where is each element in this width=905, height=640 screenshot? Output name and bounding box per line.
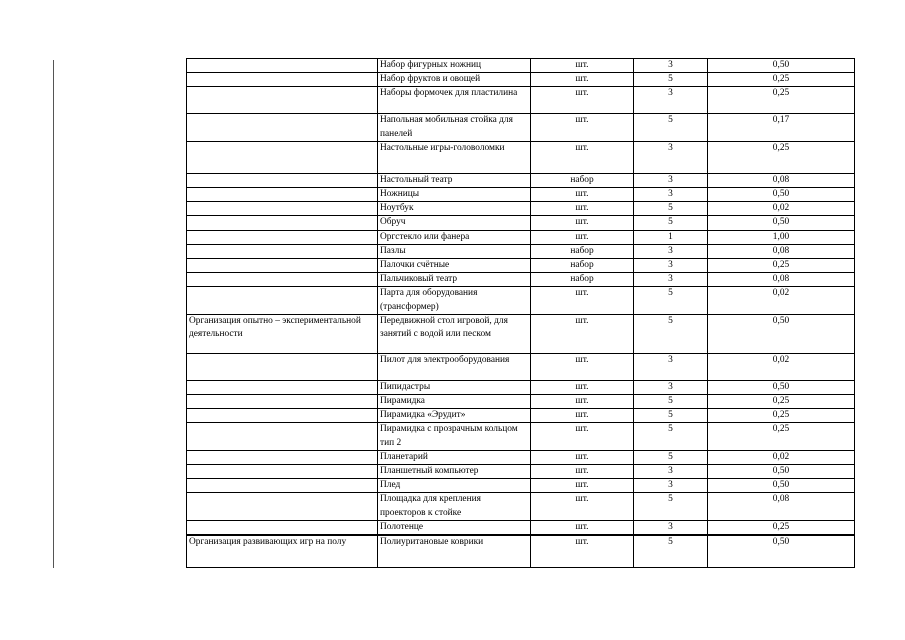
unit-cell: шт. [531, 141, 634, 173]
category-cell [187, 465, 378, 479]
unit-cell: шт. [531, 230, 634, 244]
item-name-cell: Пирамидка [378, 395, 531, 409]
category-cell [187, 273, 378, 287]
item-name-cell: Оргстекло или фанера [378, 230, 531, 244]
category-cell [187, 87, 378, 114]
equipment-table [186, 58, 855, 568]
item-name-cell: Площадка для крепления проекторов к стойке [378, 493, 531, 520]
unit-cell: шт. [531, 535, 634, 568]
quantity-cell: 3 [634, 353, 708, 380]
unit-cell: шт. [531, 493, 634, 520]
coefficient-cell: 0,50 [708, 216, 855, 230]
table-row [187, 493, 855, 520]
unit-cell: набор [531, 273, 634, 287]
table-row [187, 244, 855, 258]
item-name-cell: Напольная мобильная стойка для панелей [378, 114, 531, 141]
table-row [187, 141, 855, 173]
unit-cell: шт. [531, 353, 634, 380]
unit-cell: шт. [531, 188, 634, 202]
category-cell: Организация развивающих игр на полу [187, 535, 378, 568]
quantity-cell: 5 [634, 423, 708, 450]
unit-cell: шт. [531, 465, 634, 479]
table-row [187, 188, 855, 202]
category-cell [187, 73, 378, 87]
table-row [187, 87, 855, 114]
quantity-cell: 5 [634, 216, 708, 230]
quantity-cell: 5 [634, 409, 708, 423]
item-name-cell: Полотенце [378, 520, 531, 535]
coefficient-cell: 0,50 [708, 314, 855, 353]
table-row [187, 273, 855, 287]
item-name-cell: Пипидастры [378, 380, 531, 394]
unit-cell: набор [531, 244, 634, 258]
coefficient-cell: 0,08 [708, 273, 855, 287]
table-row [187, 173, 855, 187]
table-row [187, 216, 855, 230]
category-cell [187, 380, 378, 394]
item-name-cell: Парта для оборудования (трансформер) [378, 287, 531, 314]
item-name-cell: Палочки счётные [378, 259, 531, 273]
coefficient-cell: 1,00 [708, 230, 855, 244]
item-name-cell: Пирамидка «Эрудит» [378, 409, 531, 423]
table-row [187, 465, 855, 479]
coefficient-cell: 0,50 [708, 535, 855, 568]
quantity-cell: 3 [634, 465, 708, 479]
quantity-cell: 5 [634, 535, 708, 568]
coefficient-cell: 0,25 [708, 423, 855, 450]
item-name-cell: Полиуритановые коврики [378, 535, 531, 568]
quantity-cell: 5 [634, 202, 708, 216]
item-name-cell: Пилот для электрооборудования [378, 353, 531, 380]
unit-cell: шт. [531, 87, 634, 114]
table-row [187, 114, 855, 141]
table-row [187, 59, 855, 73]
category-cell [187, 423, 378, 450]
item-name-cell: Настольные игры-головоломки [378, 141, 531, 173]
category-cell [187, 287, 378, 314]
coefficient-cell: 0,50 [708, 380, 855, 394]
category-cell [187, 520, 378, 535]
quantity-cell: 3 [634, 244, 708, 258]
category-cell [187, 141, 378, 173]
unit-cell: шт. [531, 59, 634, 73]
quantity-cell: 5 [634, 73, 708, 87]
item-name-cell: Ноутбук [378, 202, 531, 216]
coefficient-cell: 0,25 [708, 409, 855, 423]
category-cell [187, 493, 378, 520]
coefficient-cell: 0,02 [708, 450, 855, 464]
category-cell [187, 114, 378, 141]
table-row [187, 450, 855, 464]
page-margin-line [53, 60, 54, 568]
coefficient-cell: 0,25 [708, 73, 855, 87]
unit-cell: шт. [531, 450, 634, 464]
table-row [187, 409, 855, 423]
coefficient-cell: 0,50 [708, 465, 855, 479]
coefficient-cell: 0,50 [708, 188, 855, 202]
category-cell [187, 216, 378, 230]
item-name-cell: Настольный театр [378, 173, 531, 187]
item-name-cell: Ножницы [378, 188, 531, 202]
quantity-cell: 5 [634, 114, 708, 141]
table-row [187, 380, 855, 394]
category-cell [187, 450, 378, 464]
quantity-cell: 3 [634, 173, 708, 187]
coefficient-cell: 0,25 [708, 141, 855, 173]
unit-cell: шт. [531, 314, 634, 353]
category-cell [187, 230, 378, 244]
table-row [187, 287, 855, 314]
coefficient-cell: 0,50 [708, 59, 855, 73]
table-row [187, 395, 855, 409]
coefficient-cell: 0,17 [708, 114, 855, 141]
quantity-cell: 3 [634, 141, 708, 173]
quantity-cell: 3 [634, 59, 708, 73]
category-cell: Организация опытно – экспериментальной деятельности [187, 314, 378, 353]
table-row [187, 314, 855, 353]
quantity-cell: 5 [634, 395, 708, 409]
unit-cell: шт. [531, 73, 634, 87]
coefficient-cell: 0,25 [708, 520, 855, 535]
quantity-cell: 5 [634, 287, 708, 314]
quantity-cell: 3 [634, 520, 708, 535]
equipment-table-body [187, 59, 855, 568]
unit-cell: шт. [531, 216, 634, 230]
category-cell [187, 259, 378, 273]
item-name-cell: Пальчиковый театр [378, 273, 531, 287]
category-cell [187, 173, 378, 187]
quantity-cell: 5 [634, 493, 708, 520]
coefficient-cell: 0,08 [708, 173, 855, 187]
quantity-cell: 3 [634, 380, 708, 394]
quantity-cell: 5 [634, 450, 708, 464]
quantity-cell: 1 [634, 230, 708, 244]
unit-cell: шт. [531, 423, 634, 450]
unit-cell: шт. [531, 380, 634, 394]
unit-cell: шт. [531, 114, 634, 141]
item-name-cell: Пирамидка с прозрачным кольцом тип 2 [378, 423, 531, 450]
table-row [187, 202, 855, 216]
table-row [187, 73, 855, 87]
quantity-cell: 3 [634, 259, 708, 273]
unit-cell: шт. [531, 202, 634, 216]
unit-cell: набор [531, 259, 634, 273]
category-cell [187, 59, 378, 73]
category-cell [187, 202, 378, 216]
item-name-cell: Пазлы [378, 244, 531, 258]
coefficient-cell: 0,25 [708, 259, 855, 273]
table-row [187, 353, 855, 380]
item-name-cell: Обруч [378, 216, 531, 230]
item-name-cell: Передвижной стол игровой, для занятий с водой или песком [378, 314, 531, 353]
item-name-cell: Набор фруктов и овощей [378, 73, 531, 87]
coefficient-cell: 0,02 [708, 353, 855, 380]
unit-cell: шт. [531, 520, 634, 535]
unit-cell: шт. [531, 409, 634, 423]
coefficient-cell: 0,02 [708, 202, 855, 216]
table-row [187, 520, 855, 535]
quantity-cell: 3 [634, 479, 708, 493]
table-row [187, 423, 855, 450]
category-cell [187, 244, 378, 258]
unit-cell: шт. [531, 395, 634, 409]
coefficient-cell: 0,08 [708, 493, 855, 520]
quantity-cell: 3 [634, 273, 708, 287]
category-cell [187, 353, 378, 380]
coefficient-cell: 0,25 [708, 395, 855, 409]
coefficient-cell: 0,02 [708, 287, 855, 314]
category-cell [187, 409, 378, 423]
table-row [187, 535, 855, 568]
quantity-cell: 3 [634, 188, 708, 202]
unit-cell: набор [531, 173, 634, 187]
category-cell [187, 395, 378, 409]
unit-cell: шт. [531, 479, 634, 493]
item-name-cell: Плед [378, 479, 531, 493]
item-name-cell: Набор фигурных ножниц [378, 59, 531, 73]
coefficient-cell: 0,50 [708, 479, 855, 493]
category-cell [187, 188, 378, 202]
unit-cell: шт. [531, 287, 634, 314]
item-name-cell: Планетарий [378, 450, 531, 464]
table-row [187, 479, 855, 493]
item-name-cell: Наборы формочек для пластилина [378, 87, 531, 114]
table-row [187, 230, 855, 244]
table-row [187, 259, 855, 273]
item-name-cell: Планшетный компьютер [378, 465, 531, 479]
coefficient-cell: 0,25 [708, 87, 855, 114]
quantity-cell: 5 [634, 314, 708, 353]
category-cell [187, 479, 378, 493]
quantity-cell: 3 [634, 87, 708, 114]
coefficient-cell: 0,08 [708, 244, 855, 258]
